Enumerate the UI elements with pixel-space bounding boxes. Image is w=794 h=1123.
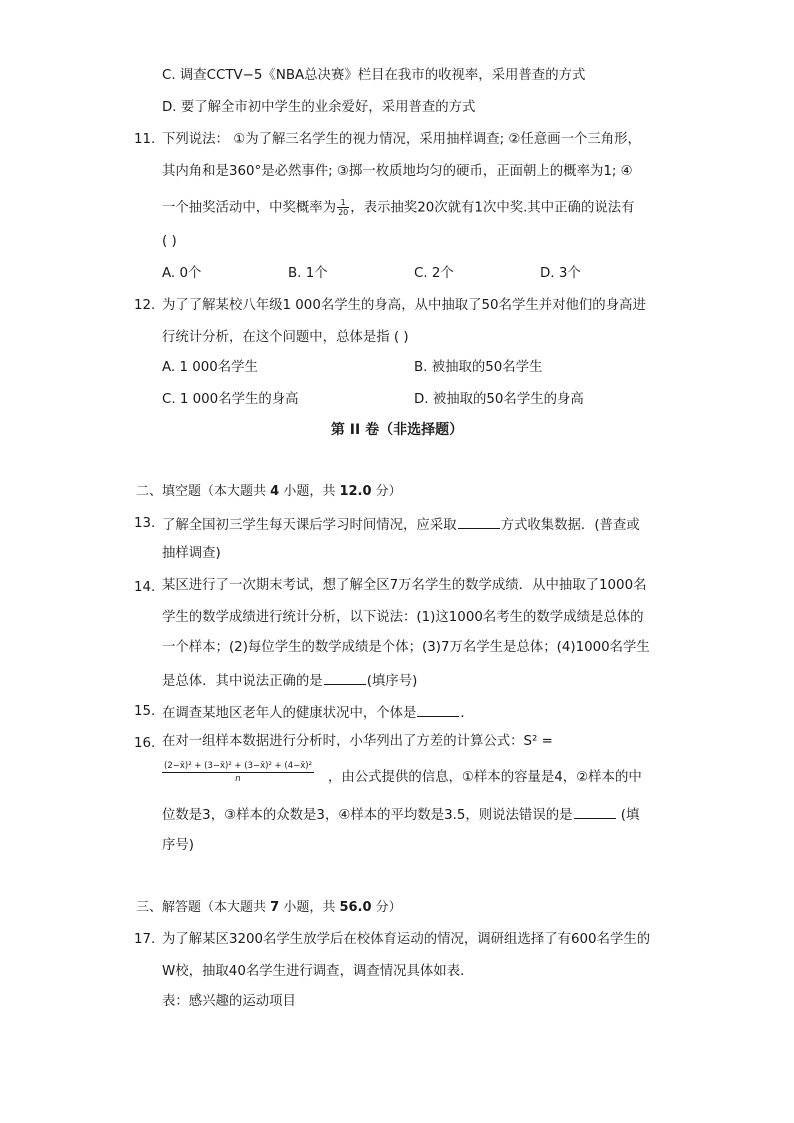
q14-number: 14. [134, 580, 156, 595]
q14-line-4a: 是总体．其中说法正确的是 [162, 674, 323, 689]
q15-line-1a: 在调查某地区老年人的健康状况中，个体是 [162, 706, 417, 721]
q10-option-d: D. 要了解全市初中学生的业余爱好，采用普查的方式 [162, 100, 476, 115]
q11-option-d: D. 3个 [540, 266, 581, 281]
variance-denominator: n [235, 774, 241, 784]
q15-line-1b: ． [460, 706, 474, 721]
q13-line-1b: 方式收集数据．(普查或 [500, 518, 640, 533]
answer-blank[interactable] [574, 804, 616, 819]
q11-line-3a: 一个抽奖活动中，中奖概率为 [162, 200, 337, 216]
section-3-mid: 小题，共 [279, 900, 340, 915]
q11-option-a: A. 0个 [162, 266, 202, 281]
q15-line-1 [162, 702, 474, 724]
part-2-title: 第 II 卷（非选择题） [330, 422, 464, 438]
q14-line-3: 一个样本；(2)每位学生的数学成绩是个体；(3)7万名学生是总体；(4)1000名学生 [162, 640, 650, 655]
q12-option-c: C. 1 000名学生的身高 [162, 392, 299, 407]
q11-line-2: 其内角和是360°是必然事件; ③掷一枚质地均匀的硬币，正面朝上的概率为1; ④ [162, 164, 633, 179]
q17-line-2: W校，抽取40名学生进行调查，调查情况具体如表． [162, 964, 474, 979]
q12-line-2: 行统计分析，在这个问题中，总体是指 ( ) [162, 330, 409, 345]
section-3-score: 56.0 [339, 900, 372, 915]
q16-line-3a: 位数是3，③样本的众数是3，④样本的平均数是3.5，则说法错误的是 [162, 808, 573, 823]
section-2-mid: 小题，共 [279, 484, 340, 499]
q17-table-caption: 表：感兴趣的运动项目 [162, 994, 296, 1009]
q11-option-b: B. 1个 [288, 266, 328, 281]
q16-line-1: 在对一组样本数据进行分析时，小华列出了方差的计算公式：S² = [162, 734, 553, 749]
section-3-heading [136, 898, 402, 918]
section-3-prefix: 三、解答题（本大题共 [136, 900, 271, 915]
q12-option-d: D. 被抽取的50名学生的身高 [414, 392, 584, 407]
section-2-prefix: 二、填空题（本大题共 [136, 484, 271, 499]
q11-line-3 [162, 198, 635, 219]
q14-line-4b: (填序号) [366, 674, 418, 689]
q16-number: 16. [134, 736, 156, 751]
q11-line-1: 下列说法： ①为了解三名学生的视力情况，采用抽样调查; ②任意画一个三角形， [162, 132, 641, 147]
q11-answer-bracket: ( ) [162, 234, 177, 249]
q11-line-3b: ，表示抽奖20次就有1次中奖.其中正确的说法有 [350, 200, 635, 216]
answer-blank[interactable] [458, 514, 500, 529]
q14-line-2: 学生的数学成绩进行统计分析，以下说法：(1)这1000名考生的数学成绩是总体的 [162, 610, 644, 625]
section-3-suffix: 分） [371, 900, 402, 915]
answer-blank[interactable] [324, 670, 366, 685]
q15-number: 15. [134, 704, 156, 719]
q12-number: 12. [134, 298, 156, 313]
q10-option-c: C. 调查CCTV−5《NBA总决赛》栏目在我市的收视率，采用普查的方式 [162, 68, 586, 83]
variance-numerator: (2−x̄)² + (3−x̄)² + (3−x̄)² + (4−x̄)² [164, 761, 312, 771]
section-2-suffix: 分） [371, 484, 402, 499]
q13-line-1 [162, 514, 640, 536]
q17-line-1: 为了解某区3200名学生放学后在校体育运动的情况，调研组选择了有600名学生的 [162, 932, 651, 947]
answer-blank[interactable] [417, 702, 459, 717]
q13-number: 13. [134, 516, 156, 531]
q16-line-3b: (填 [616, 808, 640, 823]
q11-number: 11. [134, 132, 156, 147]
q12-option-b: B. 被抽取的50名学生 [414, 360, 543, 375]
section-2-heading [136, 482, 402, 502]
q14-line-4 [162, 670, 417, 692]
q16-line-4: 序号) [162, 838, 195, 853]
q11-option-c: C. 2个 [414, 266, 454, 281]
section-2-score: 12.0 [339, 484, 372, 499]
q14-line-1: 某区进行了一次期末考试，想了解全区7万名学生的数学成绩．从中抽取了1000名 [162, 578, 647, 593]
section-3-count: 7 [270, 900, 280, 915]
q17-number: 17. [134, 932, 156, 947]
q16-line-3 [162, 804, 639, 826]
q13-line-1a: 了解全国初三学生每天课后学习时间情况，应采取 [162, 518, 457, 533]
variance-formula [162, 760, 314, 785]
q12-option-a: A. 1 000名学生 [162, 360, 258, 375]
fraction-denominator: 20 [338, 208, 349, 217]
q12-line-1: 为了了解某校八年级1 000名学生的身高，从中抽取了50名学生并对他们的身高进 [162, 298, 646, 313]
q16-line-2: ，由公式提供的信息，①样本的容量是4，②样本的中 [328, 770, 642, 785]
section-2-count: 4 [270, 484, 280, 499]
fraction-numerator: 1 [337, 198, 349, 208]
q13-line-2: 抽样调查) [162, 546, 221, 561]
probability-fraction [337, 198, 349, 217]
